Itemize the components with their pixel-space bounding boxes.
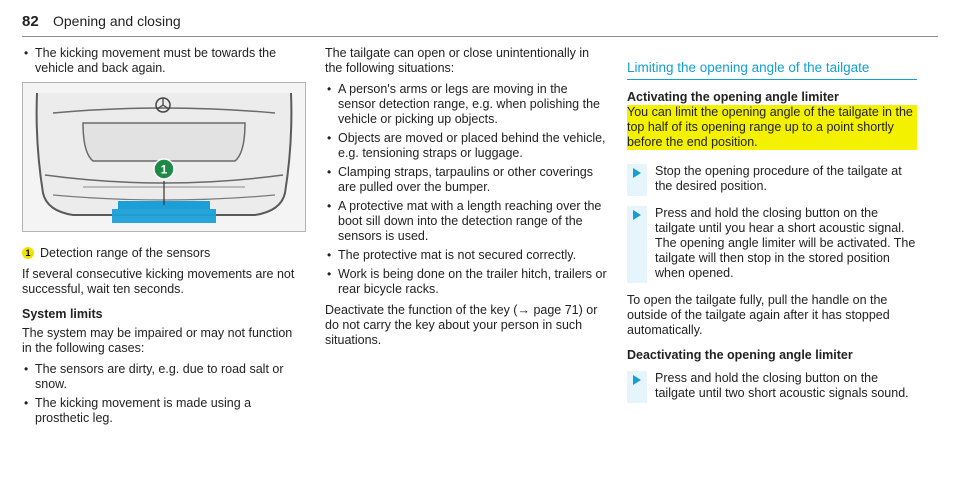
caption-text: Detection range of the sensors	[40, 246, 211, 260]
activating-highlight-box	[627, 90, 917, 150]
system-limits-heading: System limits	[22, 307, 103, 321]
car-rear-svg	[23, 83, 305, 231]
step-arrow-icon	[633, 168, 641, 178]
column-left	[22, 46, 304, 432]
deactivate-steps	[627, 371, 917, 403]
highlighted-note: You can limit the opening angle of the tailgate in the top half of its opening range up to a point shortly before the end position.	[627, 105, 917, 150]
step-arrow-icon	[633, 375, 641, 385]
list-item: • The kicking movement is made using a prosthetic leg.	[22, 396, 304, 426]
figure-caption	[22, 246, 304, 261]
paragraph: The system may be impaired or may not function in the following cases:	[22, 326, 293, 355]
step-text: Stop the opening procedure of the tailgate at the desired position.	[647, 164, 917, 196]
section-title: Limiting the opening angle of the tailgate	[627, 60, 917, 80]
caption-number-icon: 1	[22, 247, 34, 259]
list-item: • A person's arms or legs are moving in the sensor detection range, e.g. when polishing the vehicle or picking up objects.	[325, 82, 607, 127]
limit-cases-list	[22, 362, 304, 426]
deactivating-heading: Deactivating the opening angle limiter	[627, 348, 853, 362]
paragraph: If several consecutive kicking movements are not successful, wait ten seconds.	[22, 267, 295, 296]
callout-1-icon	[154, 159, 174, 179]
paragraph: To open the tailgate fully, pull the handle on the outside of the tailgate again after it has stopped automatically.	[627, 293, 890, 337]
list-item: • Clamping straps, tarpaulins or other coverings are pulled over the bumper.	[325, 165, 607, 195]
list-item: • A protective mat with a length reaching over the boot sill down into the detection range of the sensors is used.	[325, 199, 607, 244]
step-text: Press and hold the closing button on the tailgate until two short acoustic signals sound.	[647, 371, 917, 403]
instruction-step	[627, 206, 917, 283]
paragraph: The tailgate can open or close unintentionally in the following situations:	[325, 46, 590, 75]
list-item: • The kicking movement must be towards the vehicle and back again.	[22, 46, 304, 76]
column-right	[627, 46, 917, 413]
list-item: • The sensors are dirty, e.g. due to road salt or snow.	[22, 362, 304, 392]
situations-list	[325, 82, 607, 297]
list-item: • The protective mat is not secured correctly.	[325, 248, 607, 263]
page-header	[22, 8, 938, 37]
instruction-step	[627, 371, 917, 403]
column-middle	[325, 46, 607, 354]
page-number: 82	[22, 13, 39, 30]
activating-heading: Activating the opening angle limiter	[627, 90, 839, 104]
step-text: Press and hold the closing button on the tailgate until you hear a short acoustic signal. The opening angle limiter will be activated. The tailgate will then stop in the stored position when opened.	[647, 206, 917, 283]
rear-bumper-illustration	[22, 82, 306, 232]
deactivate-key-paragraph: Deactivate the function of the key (→ page 71) or do not carry the key about your person in such situations.	[325, 303, 598, 347]
chapter-title: Opening and closing	[53, 13, 181, 29]
list-item: • Objects are moved or placed behind the vehicle, e.g. tensioning straps or luggage.	[325, 131, 607, 161]
step-arrow-icon	[633, 210, 641, 220]
list-item: • Work is being done on the trailer hitch, trailers or rear bicycle racks.	[325, 267, 607, 297]
callout-number: 1	[160, 162, 168, 177]
instruction-step	[627, 164, 917, 196]
activate-steps	[627, 164, 917, 283]
intro-bullet-list	[22, 46, 304, 76]
